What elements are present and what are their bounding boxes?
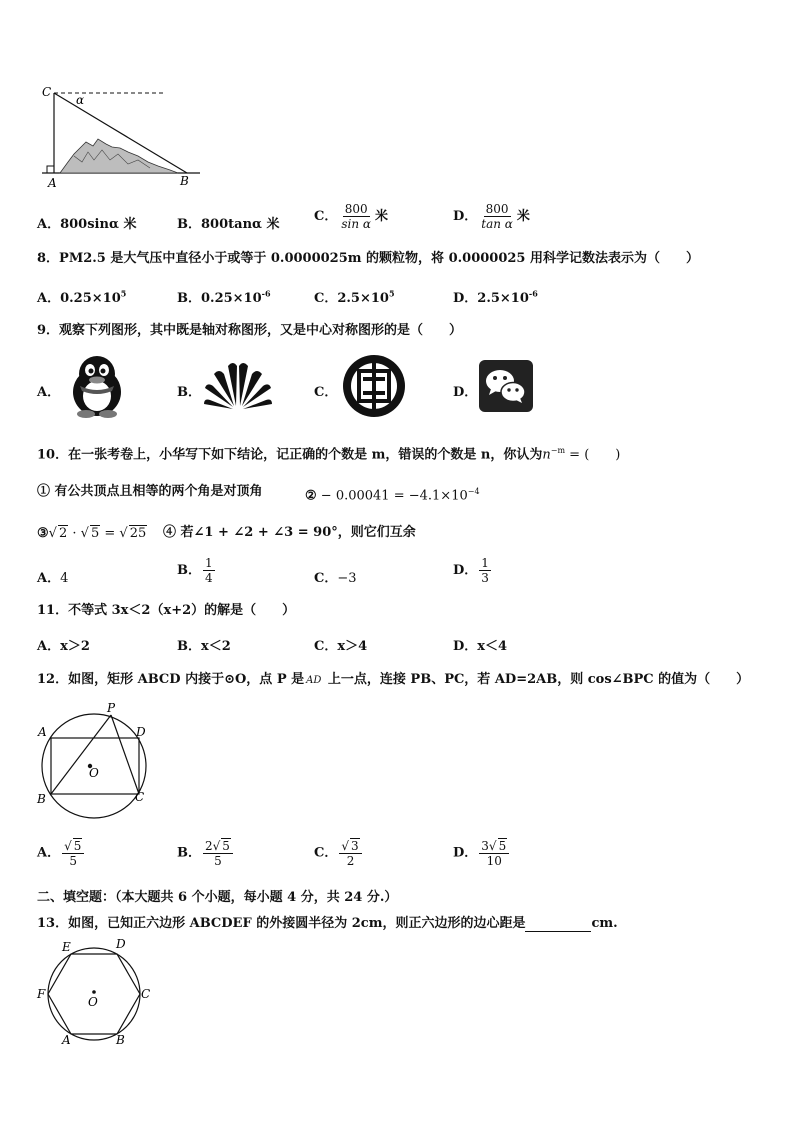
q10-statement-2: ② − $0.00041 = -4.1\times 10^{-4}$ bbox=[305, 487, 480, 504]
q8-stem: 8．PM2.5 是大气压中直径小于或等于 0.0000025m 的颗粒物，将 0.0000025 用科学记数法表示为（ ） bbox=[37, 251, 699, 266]
q8-option-a[interactable]: A．$0.25\times 10^5$ bbox=[37, 288, 127, 306]
label-c: C bbox=[135, 790, 145, 804]
fraction: $\frac{800}{\text{tan α}}$ bbox=[481, 202, 513, 231]
q10-statement-4: ④ 若∠1 + ∠2 + ∠3 = 90°，则它们互余 bbox=[163, 525, 416, 540]
q7-option-d[interactable] bbox=[453, 202, 530, 231]
q8-option-d[interactable]: D．$2.5\times 10^{-6}$ bbox=[453, 288, 538, 306]
line-pc bbox=[111, 715, 139, 794]
q7-option-a[interactable] bbox=[37, 213, 136, 232]
q11-option-a[interactable]: A．x＞2 bbox=[37, 639, 90, 654]
label-a: A bbox=[38, 725, 47, 739]
label-c: C bbox=[141, 987, 151, 1001]
q9-option-d[interactable]: D． bbox=[453, 385, 478, 400]
option-letter: A． bbox=[37, 217, 61, 232]
q11-option-b[interactable]: B．x＜2 bbox=[177, 639, 231, 654]
unit: 米 bbox=[516, 209, 530, 224]
icbc-logo-icon bbox=[341, 353, 407, 419]
q9-option-c[interactable]: C． bbox=[314, 385, 338, 400]
huawei-logo-icon bbox=[202, 358, 274, 418]
q11-option-d[interactable]: D．x＜4 bbox=[453, 639, 508, 654]
q11-option-c[interactable]: C．x＞4 bbox=[314, 639, 368, 654]
q12-figure bbox=[34, 700, 154, 820]
q10-option-a[interactable]: A．4 bbox=[37, 571, 69, 586]
option-letter: B． bbox=[177, 217, 201, 232]
q7-option-c[interactable] bbox=[314, 202, 388, 231]
q12-stem: 12．如图，矩形 ABCD 内接于⊙O，点 P 是 AD 上一点，连接 PB、PC，若 AD=2AB，则 cos∠BPC 的值为（ ） bbox=[37, 672, 750, 687]
q9-stem: 9．观察下列图形，其中既是轴对称图形，又是中心对称图形的是（ ） bbox=[37, 323, 463, 338]
wechat-logo-icon bbox=[479, 360, 535, 412]
q8-option-b[interactable]: B．$0.25\times 10^{-6}$ bbox=[177, 288, 271, 306]
q13-stem: 13．如图，已知正六边形 ABCDEF 的外接圆半径为 2cm，则正六边形的边心距是 cm. bbox=[37, 916, 618, 931]
label-c: C bbox=[42, 85, 52, 99]
q10-option-b[interactable]: B． $\frac{1}{4}$ bbox=[177, 556, 213, 585]
label-p: P bbox=[107, 701, 116, 715]
label-d: D bbox=[116, 937, 126, 951]
right-angle-mark bbox=[47, 166, 54, 173]
q12-option-b[interactable]: B． $\frac{2√ 5}{5}$ bbox=[177, 838, 235, 868]
q10-stem: 10．在一张考卷上，小华写下如下结论，记正确的个数是 m，错误的个数是 n，你认为$n^{-m}$ = ( ) bbox=[37, 446, 621, 463]
answer-blank[interactable] bbox=[525, 919, 591, 932]
q11-stem: 11．不等式 3x＜2（x+2）的解是（ ） bbox=[37, 603, 296, 618]
section-2-heading: 二、填空题：（本大题共 6 个小题，每小题 4 分，共 24 分.） bbox=[37, 890, 398, 905]
q7-option-b[interactable] bbox=[177, 213, 280, 232]
q13-figure bbox=[34, 936, 154, 1046]
q12-option-c[interactable]: C． $\frac{√ 3}{2}$ bbox=[314, 838, 364, 868]
q12-option-a[interactable]: A． $\frac{√ 5}{5}$ bbox=[37, 838, 86, 868]
label-b: B bbox=[37, 792, 46, 806]
q7-figure bbox=[38, 84, 198, 190]
q10-statement-1: ① 有公共顶点且相等的两个角是对顶角 bbox=[37, 484, 263, 499]
label-b: B bbox=[116, 1033, 125, 1047]
fraction: $\frac{800}{\text{sin α}}$ bbox=[341, 202, 372, 231]
arc-ad: AD bbox=[306, 675, 322, 686]
q9-option-b[interactable]: B． bbox=[177, 385, 201, 400]
q9-option-a[interactable]: A． bbox=[37, 385, 61, 400]
q10-option-d[interactable]: D． $\frac{1}{3}$ bbox=[453, 556, 489, 585]
q10-statement-3: ③√ 2 · √ 5 = √ 25 bbox=[37, 526, 147, 541]
label-b: B bbox=[180, 174, 189, 188]
label-o: O bbox=[88, 995, 98, 1009]
label-a: A bbox=[62, 1033, 71, 1047]
circumcircle bbox=[48, 948, 140, 1040]
label-a: A bbox=[48, 176, 57, 190]
hexagon-abcdef bbox=[48, 954, 140, 1034]
qq-penguin-logo-icon bbox=[62, 352, 132, 418]
label-e: E bbox=[62, 940, 71, 954]
option-text: 800tanα 米 bbox=[201, 217, 280, 232]
option-letter: C． bbox=[314, 209, 338, 224]
q10-option-c[interactable]: C．−3 bbox=[314, 571, 357, 586]
option-text: 800sinα 米 bbox=[60, 217, 137, 232]
q12-option-d[interactable]: D． $\frac{3√ 5}{10}$ bbox=[453, 838, 511, 868]
label-d: D bbox=[136, 725, 146, 739]
unit: 米 bbox=[375, 209, 389, 224]
center-point bbox=[92, 990, 96, 994]
option-letter: D． bbox=[453, 209, 478, 224]
mountain-icon bbox=[60, 139, 178, 173]
label-f: F bbox=[37, 987, 46, 1001]
label-o: O bbox=[89, 766, 99, 780]
label-alpha: α bbox=[76, 93, 85, 107]
q8-option-c[interactable]: C．$2.5\times 10^5$ bbox=[314, 288, 395, 306]
